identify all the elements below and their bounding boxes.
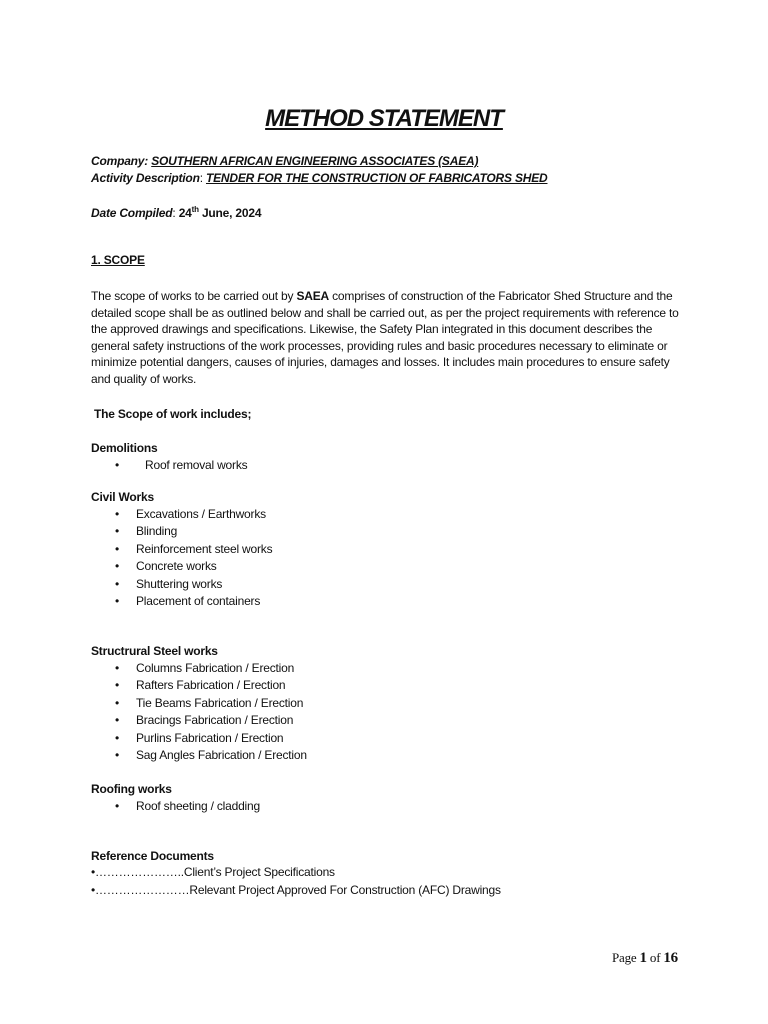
demolitions-heading: Demolitions	[91, 441, 158, 455]
of-word: of	[646, 950, 664, 965]
list-item	[91, 558, 272, 575]
current-page-number: 1	[639, 950, 647, 966]
civil-works-list	[91, 506, 272, 610]
list-item	[91, 747, 307, 764]
list-item-text: Concrete works	[136, 559, 217, 574]
date-day: 24	[178, 206, 192, 220]
list-item-text: Rafters Fabrication / Erection	[136, 678, 286, 693]
document-title: METHOD STATEMENT	[265, 105, 503, 132]
page-word: Page	[612, 950, 640, 965]
date-suffix: th	[191, 205, 199, 214]
list-item	[91, 541, 272, 558]
list-item-text: Excavations / Earthworks	[136, 507, 266, 521]
list-item	[91, 593, 272, 610]
bullet-icon: •	[115, 458, 120, 472]
bullet-icon: •	[115, 695, 120, 710]
list-item-text: Tie Beams Fabrication / Erection	[136, 695, 304, 710]
demolitions-list	[91, 457, 247, 474]
reference-item-afc-drawings: •……………………Relevant Project Approved For Construction (AFC) Drawings	[91, 883, 501, 897]
bullet-icon: •	[115, 524, 120, 539]
date-line	[91, 205, 261, 222]
scope-paragraph	[91, 288, 681, 387]
list-item	[91, 660, 307, 677]
list-item-text: Roof removal works	[145, 458, 248, 472]
list-item	[91, 457, 247, 474]
bullet-icon: •	[115, 576, 120, 591]
bullet-icon: •	[115, 593, 120, 608]
list-item-text: Purlins Fabrication / Erection	[136, 730, 284, 745]
roofing-works-list	[91, 798, 260, 815]
scope-heading: 1. SCOPE	[91, 253, 145, 267]
bullet-icon: •	[115, 799, 120, 813]
list-item-text: Shuttering works	[136, 576, 223, 591]
list-item-text: Blinding	[136, 524, 178, 539]
date-rest: June, 2024	[198, 206, 262, 220]
reference-documents-heading: Reference Documents	[91, 849, 214, 863]
list-item-text: Reinforcement steel works	[136, 541, 273, 556]
page-number-footer	[612, 949, 678, 967]
scope-para-rest: comprises of construction of the Fabricator Shed Structure and the detailed scope shall be as outlined below and shall be carried out, as per the project requirements with reference to the approved drawings and specifications. Likewise, the Safety Plan integrated in this document describes the general safety instructions of the work processes, providing rules and basic procedures necessary to eliminate or minimize potential dangers, causes of injuries, damages and losses. It includes main procedures to ensure safety and quality of works.	[91, 289, 679, 386]
company-value: SOUTHERN AFRICAN ENGINEERING ASSOCIATES (SAEA)	[151, 154, 479, 168]
list-item-text: Placement of containers	[136, 593, 261, 608]
bullet-icon: •	[115, 678, 120, 693]
list-item	[91, 730, 307, 747]
bullet-icon: •	[115, 713, 120, 728]
total-pages-number: 16	[663, 950, 678, 966]
list-item-text: Columns Fabrication / Erection	[136, 661, 295, 675]
bullet-icon: •	[115, 747, 120, 762]
scope-includes-heading: The Scope of work includes;	[94, 407, 252, 421]
date-separator: :	[172, 206, 179, 220]
reference-item-specifications: •…………………..Client’s Project Specifications	[91, 865, 335, 879]
company-label: Company:	[91, 154, 152, 168]
list-item-text: Bracings Fabrication / Erection	[136, 713, 294, 728]
bullet-icon: •	[115, 661, 120, 675]
list-item	[91, 695, 307, 712]
bullet-icon: •	[115, 507, 120, 521]
bullet-icon: •	[115, 541, 120, 556]
list-item	[91, 798, 260, 815]
activity-line	[91, 170, 547, 187]
list-item	[91, 576, 272, 593]
list-item	[91, 677, 307, 694]
scope-para-start: The scope of works to be carried out by	[91, 289, 297, 303]
activity-value: TENDER FOR THE CONSTRUCTION OF FABRICATORS SHED	[205, 171, 548, 185]
civil-works-heading: Civil Works	[91, 490, 154, 504]
scope-para-company: SAEA	[296, 289, 329, 303]
list-item	[91, 506, 272, 523]
list-item	[91, 523, 272, 540]
activity-separator: :	[199, 171, 206, 185]
list-item-text: Roof sheeting / cladding	[136, 799, 260, 813]
company-line	[91, 153, 478, 170]
list-item-text: Sag Angles Fabrication / Erection	[136, 747, 307, 762]
structural-steel-list	[91, 660, 307, 764]
activity-label: Activity Description	[91, 171, 200, 185]
list-item	[91, 712, 307, 729]
roofing-works-heading: Roofing works	[91, 782, 172, 796]
bullet-icon: •	[115, 559, 120, 574]
structural-steel-heading: Structrural Steel works	[91, 644, 218, 658]
date-label: Date Compiled	[91, 206, 173, 220]
bullet-icon: •	[115, 730, 120, 745]
